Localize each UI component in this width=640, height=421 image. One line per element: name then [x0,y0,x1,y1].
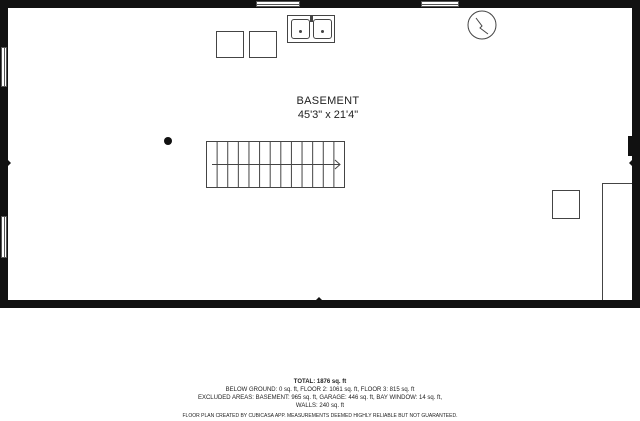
marker-left [8,160,11,166]
sink-bowl-left [291,19,310,39]
storage-box-icon [552,190,580,219]
room-dimensions: 45'3" x 21'4" [297,109,359,121]
faucet [310,16,313,22]
water-heater-icon [466,9,498,41]
excluded-areas: EXCLUDED AREAS: BASEMENT: 965 sq. ft, GARAGE: 446 sq. ft, BAY WINDOW: 14 sq. ft, [197,395,443,401]
closet-partition [602,183,632,300]
laundry-sink-icon [287,15,335,43]
room-name: BASEMENT [296,95,360,107]
support-post-icon [164,137,172,145]
marker-right [629,160,632,166]
level-areas: BELOW GROUND: 0 sq. ft, FLOOR 2: 1061 sq. ft, FLOOR 3: 815 sq. ft [225,387,415,393]
disclaimer: FLOOR PLAN CREATED BY CUBICASA APP. MEASUREMENTS DEEMED HIGHLY RELIABLE BUT NOT GUARANTEED. [182,413,458,419]
drain-left [299,30,302,33]
washer-icon [216,31,244,58]
stairs-symbol [206,141,346,189]
total-area: TOTAL: 1876 sq. ft [293,379,347,385]
walls-area: WALLS: 240 sq. ft [295,403,345,409]
sink-bowl-right [313,19,332,39]
drain-right [321,30,324,33]
dryer-icon [249,31,277,58]
marker-bottom [316,297,322,300]
